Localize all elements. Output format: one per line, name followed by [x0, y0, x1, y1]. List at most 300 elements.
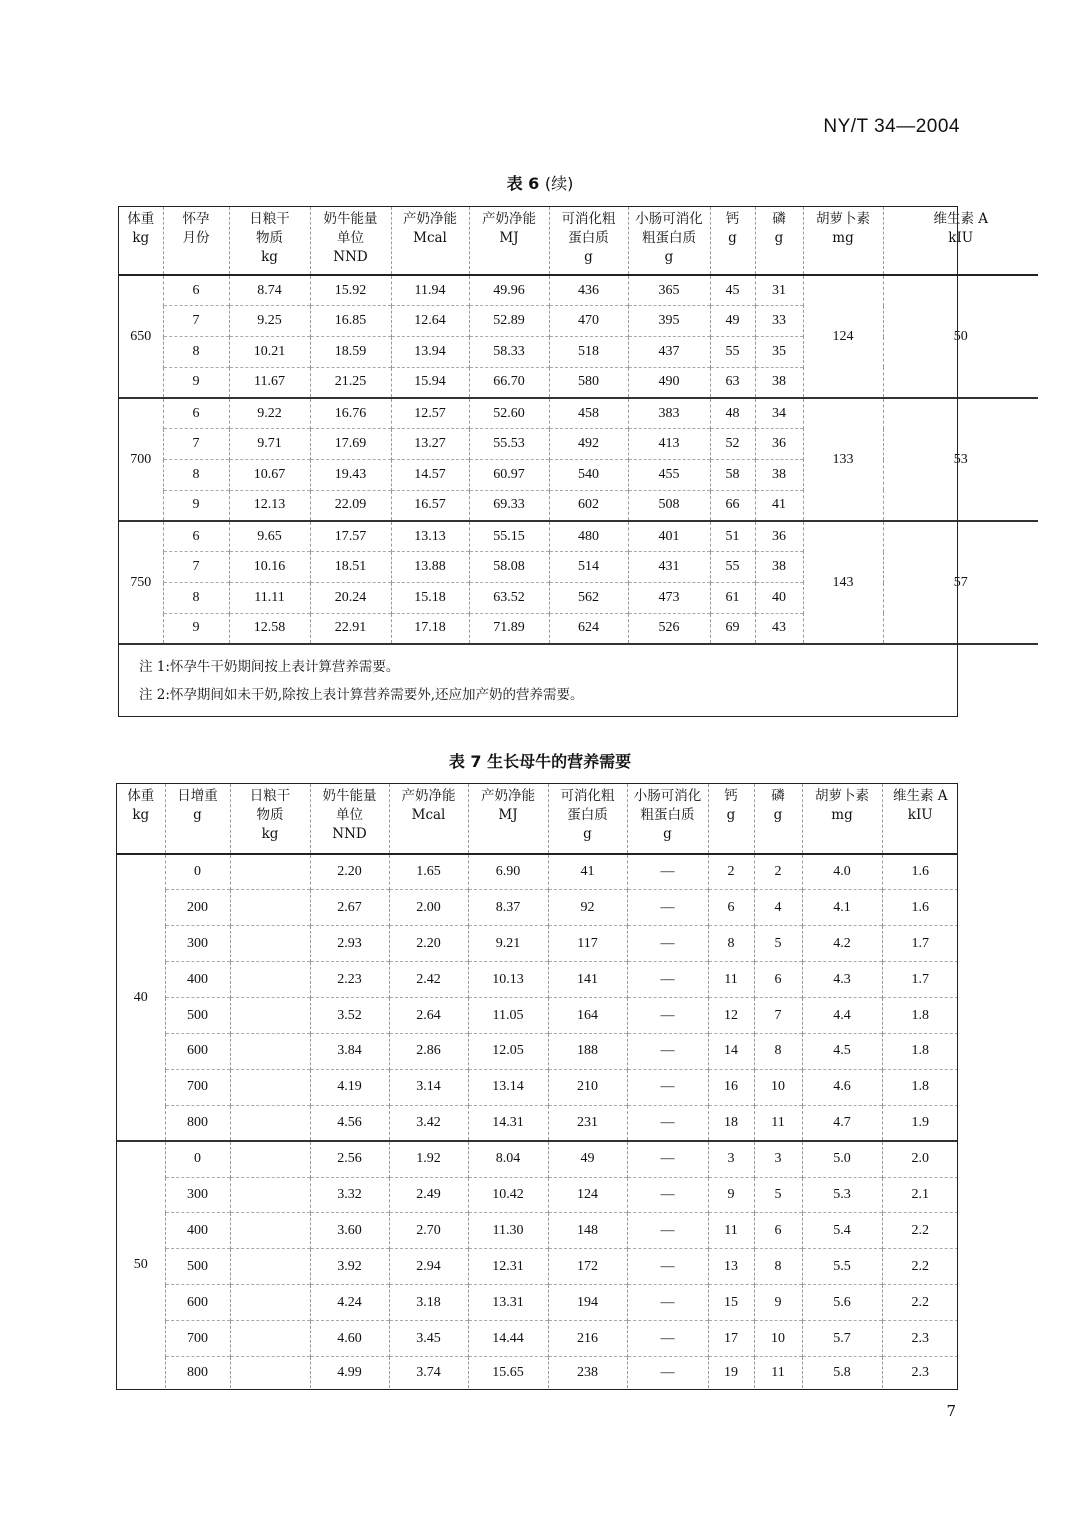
carotene-cell: 133	[803, 398, 883, 521]
table-cell	[230, 1033, 310, 1069]
column-header: 小肠可消化 粗蛋白质 g	[628, 207, 710, 275]
table-cell: 508	[628, 490, 710, 521]
table-cell: 9.71	[229, 429, 310, 460]
table-cell: 3.52	[310, 998, 389, 1034]
table-cell: 36	[755, 521, 803, 552]
table-cell: 17.18	[391, 613, 469, 644]
table-cell: —	[627, 962, 708, 998]
note-text: 注 1:怀孕牛干奶期间按上表计算营养需要。	[139, 659, 400, 675]
table-cell: 11	[754, 1356, 802, 1388]
table-cell: 38	[755, 367, 803, 398]
table-cell: 600	[165, 1033, 230, 1069]
table-row	[117, 1069, 958, 1105]
table-cell: 34	[755, 398, 803, 429]
table-cell: —	[627, 854, 708, 890]
table-cell: 10.21	[229, 337, 310, 368]
table-cell: 21.25	[310, 367, 391, 398]
table-cell: 5.5	[802, 1249, 882, 1285]
table-cell	[230, 1249, 310, 1285]
table-row	[117, 1141, 958, 1177]
column-header: 磷 g	[755, 207, 803, 275]
table-cell: 4.5	[802, 1033, 882, 1069]
table-cell: 12.64	[391, 306, 469, 337]
table-cell: 4.60	[310, 1321, 389, 1357]
table-cell: 492	[549, 429, 628, 460]
table-cell	[230, 1356, 310, 1388]
table-cell: 458	[549, 398, 628, 429]
weight-cell: 750	[119, 521, 163, 644]
table-cell: 16	[708, 1069, 754, 1105]
table-cell: 71.89	[469, 613, 549, 644]
table-cell: 383	[628, 398, 710, 429]
table-cell: 11.67	[229, 367, 310, 398]
table-cell: 14.57	[391, 460, 469, 491]
table-cell: 8	[163, 583, 229, 614]
table-cell: 6.90	[468, 854, 548, 890]
table-cell: 15	[708, 1285, 754, 1321]
column-header: 体重 kg	[117, 784, 165, 854]
table-cell: 8.74	[229, 275, 310, 306]
table-row	[117, 890, 958, 926]
vitamin-a-cell: 50	[883, 275, 1038, 398]
table-cell: 17.69	[310, 429, 391, 460]
table-cell: 55	[710, 552, 755, 583]
table-cell: 2.23	[310, 962, 389, 998]
table-cell: 4.3	[802, 962, 882, 998]
table-cell: 9.22	[229, 398, 310, 429]
table-cell: 92	[548, 890, 627, 926]
table-cell: 12.05	[468, 1033, 548, 1069]
column-header: 产奶净能 Mcal	[391, 207, 469, 275]
table-cell: 49	[548, 1141, 627, 1177]
table-cell: 10.13	[468, 962, 548, 998]
table-cell: 216	[548, 1321, 627, 1357]
table-cell: 22.91	[310, 613, 391, 644]
table6-caption-title: 表 6	[506, 174, 540, 193]
table-cell: 10.16	[229, 552, 310, 583]
table-cell: 35	[755, 337, 803, 368]
table-cell: 3.92	[310, 1249, 389, 1285]
table-cell: 3.45	[389, 1321, 468, 1357]
weight-cell: 50	[117, 1141, 165, 1388]
weight-cell: 700	[119, 398, 163, 521]
table-cell: 12.57	[391, 398, 469, 429]
standard-code: NY/T 34—2004	[823, 116, 960, 137]
table-cell: 8	[163, 337, 229, 368]
table-cell: —	[627, 926, 708, 962]
table-row	[119, 521, 1038, 552]
table-cell: 4.4	[802, 998, 882, 1034]
table-cell: 200	[165, 890, 230, 926]
table-cell: 188	[548, 1033, 627, 1069]
table-cell: 2.56	[310, 1141, 389, 1177]
table-cell: 2.0	[882, 1141, 958, 1177]
table-row	[117, 1033, 958, 1069]
table-cell: 10.67	[229, 460, 310, 491]
table-cell: 7	[163, 429, 229, 460]
table-cell	[230, 1213, 310, 1249]
table-row	[117, 998, 958, 1034]
table-cell: 69	[710, 613, 755, 644]
table-cell: 540	[549, 460, 628, 491]
table-cell: 13.88	[391, 552, 469, 583]
column-header: 奶牛能量 单位 NND	[310, 784, 389, 854]
table-cell: 66.70	[469, 367, 549, 398]
column-header: 产奶净能 MJ	[469, 207, 549, 275]
table-cell: 1.65	[389, 854, 468, 890]
table-cell: 7	[163, 306, 229, 337]
table-cell: 58.33	[469, 337, 549, 368]
table-cell: 3.42	[389, 1105, 468, 1141]
table-cell: 3	[708, 1141, 754, 1177]
table-cell: 600	[165, 1285, 230, 1321]
table-cell: 3.74	[389, 1356, 468, 1388]
table-cell: 9.65	[229, 521, 310, 552]
table-cell: 1.8	[882, 1033, 958, 1069]
table-cell: 17.57	[310, 521, 391, 552]
table-cell: 9	[163, 613, 229, 644]
table-cell: 2.42	[389, 962, 468, 998]
table-cell: 2.64	[389, 998, 468, 1034]
table-cell: 700	[165, 1069, 230, 1105]
column-header: 可消化粗 蛋白质 g	[549, 207, 628, 275]
table-cell: 33	[755, 306, 803, 337]
column-header: 可消化粗 蛋白质 g	[548, 784, 627, 854]
table-cell: 58.08	[469, 552, 549, 583]
table-cell: 5.6	[802, 1285, 882, 1321]
table-cell: 20.24	[310, 583, 391, 614]
table-row	[117, 962, 958, 998]
table-cell: 1.8	[882, 1069, 958, 1105]
table-cell: 4.19	[310, 1069, 389, 1105]
table-cell: 1.6	[882, 854, 958, 890]
table-cell: 172	[548, 1249, 627, 1285]
table-cell: 148	[548, 1213, 627, 1249]
table-cell: 66	[710, 490, 755, 521]
table-cell: 1.7	[882, 926, 958, 962]
table-cell: 1.6	[882, 890, 958, 926]
table-row	[117, 1105, 958, 1141]
table-row	[117, 854, 958, 890]
table-cell	[230, 1321, 310, 1357]
table-cell: 36	[755, 429, 803, 460]
table-cell: 13.14	[468, 1069, 548, 1105]
table-cell: 4	[754, 890, 802, 926]
table-cell: 2.2	[882, 1213, 958, 1249]
table6-notes	[119, 644, 1038, 709]
table-cell: —	[627, 1141, 708, 1177]
table-cell: 413	[628, 429, 710, 460]
table-cell: 473	[628, 583, 710, 614]
table-cell: 6	[163, 398, 229, 429]
table-cell: 526	[628, 613, 710, 644]
table-cell: 18.51	[310, 552, 391, 583]
column-header: 钙 g	[710, 207, 755, 275]
table-row	[117, 1249, 958, 1285]
table-cell: 12	[708, 998, 754, 1034]
table-cell: 231	[548, 1105, 627, 1141]
table-cell: 300	[165, 926, 230, 962]
table-cell: 13.27	[391, 429, 469, 460]
table-cell: —	[627, 1069, 708, 1105]
table-cell: 2.49	[389, 1177, 468, 1213]
table-cell: 0	[165, 854, 230, 890]
table-cell: 2.3	[882, 1321, 958, 1357]
table-cell: 15.94	[391, 367, 469, 398]
vitamin-a-cell: 57	[883, 521, 1038, 644]
table-cell: 5.0	[802, 1141, 882, 1177]
table-cell: 11	[708, 962, 754, 998]
table-cell: 12.31	[468, 1249, 548, 1285]
table-cell: 700	[165, 1321, 230, 1357]
table-cell: 41	[548, 854, 627, 890]
table-cell: 11	[708, 1213, 754, 1249]
table-cell: 238	[548, 1356, 627, 1388]
table-cell: 16.85	[310, 306, 391, 337]
table-cell: 2	[754, 854, 802, 890]
table-cell: 22.09	[310, 490, 391, 521]
table-cell: 6	[754, 1213, 802, 1249]
table-cell: 490	[628, 367, 710, 398]
table-cell: 9.25	[229, 306, 310, 337]
column-header: 小肠可消化 粗蛋白质 g	[627, 784, 708, 854]
column-header: 维生素 A kIU	[883, 207, 1038, 275]
table-cell: 124	[548, 1177, 627, 1213]
table-cell	[230, 1069, 310, 1105]
table-cell: 43	[755, 613, 803, 644]
table-cell: 2.67	[310, 890, 389, 926]
table6-header-row	[119, 207, 1038, 275]
table-cell: 14	[708, 1033, 754, 1069]
table-row	[117, 1321, 958, 1357]
table-cell: 12.13	[229, 490, 310, 521]
table-cell: —	[627, 1321, 708, 1357]
table-cell: 5.8	[802, 1356, 882, 1388]
table-cell	[230, 1285, 310, 1321]
table-cell: 11.94	[391, 275, 469, 306]
table-cell: 2.20	[310, 854, 389, 890]
table-cell: 4.2	[802, 926, 882, 962]
table-cell: —	[627, 1213, 708, 1249]
table-cell: 45	[710, 275, 755, 306]
weight-cell: 40	[117, 854, 165, 1141]
table6	[119, 207, 1038, 709]
table-cell: 6	[163, 521, 229, 552]
table-cell	[230, 854, 310, 890]
table-cell: 38	[755, 552, 803, 583]
table6-caption	[0, 171, 1080, 194]
table-cell: 63.52	[469, 583, 549, 614]
table-cell	[230, 1141, 310, 1177]
table-cell	[230, 998, 310, 1034]
table-cell: 60.97	[469, 460, 549, 491]
table6-notes-row	[119, 644, 1038, 709]
table-cell: 10	[754, 1069, 802, 1105]
table-cell: 15.65	[468, 1356, 548, 1388]
table-cell: 500	[165, 998, 230, 1034]
table-cell: 9	[163, 490, 229, 521]
table-cell: 8	[754, 1249, 802, 1285]
table-cell: 48	[710, 398, 755, 429]
table-cell: 9	[754, 1285, 802, 1321]
table6-caption-suffix: (续)	[544, 174, 574, 193]
carotene-cell: 124	[803, 275, 883, 398]
table-cell: 2.86	[389, 1033, 468, 1069]
table-cell: 40	[755, 583, 803, 614]
table-cell: 55	[710, 337, 755, 368]
table-cell: 5	[754, 1177, 802, 1213]
table-cell: 51	[710, 521, 755, 552]
table-cell: —	[627, 1105, 708, 1141]
table-cell: 9.21	[468, 926, 548, 962]
table-cell: 8	[708, 926, 754, 962]
table7-caption: 表 7 生长母牛的营养需要	[448, 752, 632, 771]
table-cell: 11.11	[229, 583, 310, 614]
table-cell: 6	[708, 890, 754, 926]
table-cell: 63	[710, 367, 755, 398]
table-cell: —	[627, 1285, 708, 1321]
table-cell: 1.7	[882, 962, 958, 998]
table-cell: 2	[708, 854, 754, 890]
table-cell: 18.59	[310, 337, 391, 368]
table-cell: 8	[754, 1033, 802, 1069]
table-cell: 1.9	[882, 1105, 958, 1141]
column-header: 日粮干 物质 kg	[229, 207, 310, 275]
column-header: 胡萝卜素 mg	[802, 784, 882, 854]
table-cell: 41	[755, 490, 803, 521]
table-cell: 69.33	[469, 490, 549, 521]
table-cell: 2.3	[882, 1356, 958, 1388]
table-cell: 14.31	[468, 1105, 548, 1141]
table-cell: 395	[628, 306, 710, 337]
table-cell: —	[627, 1356, 708, 1388]
table-cell: 49.96	[469, 275, 549, 306]
table-cell: 5.4	[802, 1213, 882, 1249]
table-cell: 19	[708, 1356, 754, 1388]
table-cell: 2.20	[389, 926, 468, 962]
table-cell: 14.44	[468, 1321, 548, 1357]
table-cell	[230, 1105, 310, 1141]
table-cell: 55.53	[469, 429, 549, 460]
table-cell: 11.30	[468, 1213, 548, 1249]
table-cell: —	[627, 1177, 708, 1213]
table-cell: 16.76	[310, 398, 391, 429]
table-row	[117, 1356, 958, 1388]
table-cell: 141	[548, 962, 627, 998]
column-header: 磷 g	[754, 784, 802, 854]
table-cell	[230, 926, 310, 962]
table-cell: 11.05	[468, 998, 548, 1034]
table-cell: 5.7	[802, 1321, 882, 1357]
page-number: 7	[946, 1402, 956, 1420]
column-header: 怀孕 月份	[163, 207, 229, 275]
table-cell: 8.37	[468, 890, 548, 926]
table-cell: 3.84	[310, 1033, 389, 1069]
table-cell: 18	[708, 1105, 754, 1141]
table-cell: 2.2	[882, 1285, 958, 1321]
table-cell: 518	[549, 337, 628, 368]
table-cell: 2.00	[389, 890, 468, 926]
table-cell: 17	[708, 1321, 754, 1357]
table-cell: 800	[165, 1356, 230, 1388]
table-cell: 2.93	[310, 926, 389, 962]
table-cell: 580	[549, 367, 628, 398]
table-cell: 8.04	[468, 1141, 548, 1177]
table-cell: 61	[710, 583, 755, 614]
table-row	[117, 1285, 958, 1321]
table-cell: 300	[165, 1177, 230, 1213]
column-header: 产奶净能 MJ	[468, 784, 548, 854]
column-header: 奶牛能量 单位 NND	[310, 207, 391, 275]
table-cell: 800	[165, 1105, 230, 1141]
table-cell: 164	[548, 998, 627, 1034]
table-row	[119, 275, 1038, 306]
table-cell: 455	[628, 460, 710, 491]
carotene-cell: 143	[803, 521, 883, 644]
table-cell: 6	[754, 962, 802, 998]
table-cell: 3.32	[310, 1177, 389, 1213]
table-cell: 4.99	[310, 1356, 389, 1388]
table-cell	[230, 962, 310, 998]
table-cell: 117	[548, 926, 627, 962]
table-cell: 10	[754, 1321, 802, 1357]
table-cell: 9	[708, 1177, 754, 1213]
table7-header-row	[117, 784, 958, 854]
table-row	[117, 1177, 958, 1213]
table-cell: 38	[755, 460, 803, 491]
column-header: 体重 kg	[119, 207, 163, 275]
table-cell: 4.1	[802, 890, 882, 926]
table-cell: 4.0	[802, 854, 882, 890]
table-cell: 437	[628, 337, 710, 368]
table-cell: —	[627, 1249, 708, 1285]
table-cell: 5.3	[802, 1177, 882, 1213]
table-cell: 436	[549, 275, 628, 306]
table-cell: 500	[165, 1249, 230, 1285]
table-cell: 52.89	[469, 306, 549, 337]
table-cell: 12.58	[229, 613, 310, 644]
table-cell: 1.92	[389, 1141, 468, 1177]
table-cell: 3.60	[310, 1213, 389, 1249]
table-cell: 52	[710, 429, 755, 460]
table-cell: 480	[549, 521, 628, 552]
column-header: 日增重 g	[165, 784, 230, 854]
table-cell: 55.15	[469, 521, 549, 552]
table7	[117, 784, 958, 1388]
table-cell: 49	[710, 306, 755, 337]
table-cell: 15.18	[391, 583, 469, 614]
table-cell: 1.8	[882, 998, 958, 1034]
table-cell	[230, 890, 310, 926]
table-cell: 5	[754, 926, 802, 962]
table-cell: 4.24	[310, 1285, 389, 1321]
column-header: 钙 g	[708, 784, 754, 854]
column-header: 日粮干 物质 kg	[230, 784, 310, 854]
table-cell: 401	[628, 521, 710, 552]
table-cell: 4.6	[802, 1069, 882, 1105]
table-cell: 210	[548, 1069, 627, 1105]
table-cell: 15.92	[310, 275, 391, 306]
table-cell: 562	[549, 583, 628, 614]
table-cell: 2.1	[882, 1177, 958, 1213]
table-cell: 13	[708, 1249, 754, 1285]
column-header: 胡萝卜素 mg	[803, 207, 883, 275]
column-header: 产奶净能 Mcal	[389, 784, 468, 854]
table-cell: 470	[549, 306, 628, 337]
table-cell: 8	[163, 460, 229, 491]
table-cell: 4.7	[802, 1105, 882, 1141]
table-cell: 2.70	[389, 1213, 468, 1249]
